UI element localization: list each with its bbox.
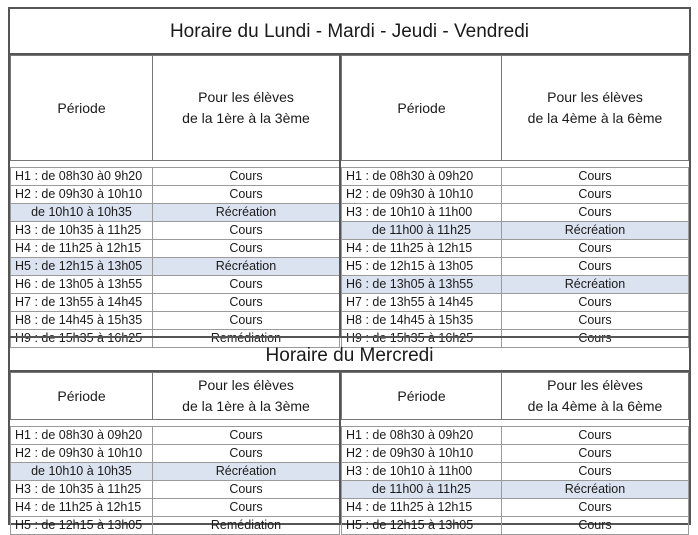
period-cell: H6 : de 13h05 à 13h55 [342, 276, 502, 294]
period-cell: H9 : de 15h35 à 16h25 [11, 330, 153, 348]
activity-cell: Récréation [153, 258, 340, 276]
activity-cell: Cours [502, 294, 689, 312]
table-row [11, 204, 340, 222]
table-row [11, 168, 340, 186]
activity-cell: Cours [502, 312, 689, 330]
table-row [342, 427, 689, 445]
period-cell: H2 : de 09h30 à 10h10 [342, 445, 502, 463]
table-row [11, 186, 340, 204]
header-period: Période [11, 56, 153, 161]
table-row [342, 312, 689, 330]
activity-cell: Cours [502, 258, 689, 276]
table-row [11, 481, 340, 499]
weekday-table-upper-grades [341, 55, 689, 348]
period-cell: de 11h00 à 11h25 [342, 481, 502, 499]
table-row [342, 499, 689, 517]
period-cell: de 10h10 à 10h35 [11, 204, 153, 222]
period-cell: H7 : de 13h55 à 14h45 [11, 294, 153, 312]
activity-cell: Remédiation [153, 517, 340, 535]
period-cell: H1 : de 08h30 à 09h20 [342, 168, 502, 186]
table-row [342, 481, 689, 499]
header-period: Période [342, 373, 502, 420]
table-row [11, 312, 340, 330]
activity-cell: Récréation [502, 222, 689, 240]
activity-cell: Cours [153, 481, 340, 499]
table-row [342, 168, 689, 186]
activity-cell: Cours [153, 186, 340, 204]
period-cell: H5 : de 12h15 à 13h05 [342, 258, 502, 276]
period-cell: H1 : de 08h30 à 09h20 [342, 427, 502, 445]
activity-cell: Cours [502, 445, 689, 463]
table-row [342, 204, 689, 222]
section-title-wednesday: Horaire du Mercredi [10, 336, 689, 372]
period-cell: de 10h10 à 10h35 [11, 463, 153, 481]
activity-cell: Cours [153, 240, 340, 258]
table-row [11, 499, 340, 517]
table-row [11, 463, 340, 481]
activity-cell: Cours [153, 445, 340, 463]
activity-cell: Cours [502, 186, 689, 204]
table-row [342, 463, 689, 481]
activity-cell: Cours [153, 312, 340, 330]
weekday-table-lower-grades [10, 55, 340, 348]
activity-cell: Cours [502, 330, 689, 348]
period-cell: H4 : de 11h25 à 12h15 [342, 240, 502, 258]
period-cell: de 11h00 à 11h25 [342, 222, 502, 240]
table-row [11, 222, 340, 240]
period-cell: H2 : de 09h30 à 10h10 [11, 186, 153, 204]
activity-cell: Récréation [153, 463, 340, 481]
table-row [342, 294, 689, 312]
schedule-document [8, 7, 691, 532]
activity-cell: Cours [502, 204, 689, 222]
header-period: Période [11, 373, 153, 420]
period-cell: H5 : de 12h15 à 13h05 [11, 258, 153, 276]
activity-cell: Cours [502, 517, 689, 535]
header-students: Pour les élèves de la 4ème à la 6ème [502, 56, 689, 161]
activity-cell: Cours [502, 463, 689, 481]
table-row [11, 240, 340, 258]
activity-cell: Cours [502, 499, 689, 517]
activity-cell: Récréation [502, 481, 689, 499]
header-students: Pour les élèves de la 1ère à la 3ème [153, 373, 340, 420]
period-cell: H4 : de 11h25 à 12h15 [11, 499, 153, 517]
table-row [11, 427, 340, 445]
activity-cell: Cours [153, 427, 340, 445]
period-cell: H1 : de 08h30 à0 9h20 [11, 168, 153, 186]
table-row [11, 445, 340, 463]
period-cell: H2 : de 09h30 à 10h10 [11, 445, 153, 463]
wednesday-table-upper-grades [341, 372, 689, 535]
period-cell: H1 : de 08h30 à 09h20 [11, 427, 153, 445]
activity-cell: Remédiation [153, 330, 340, 348]
table-row [342, 222, 689, 240]
period-cell: H3 : de 10h10 à 11h00 [342, 204, 502, 222]
table-row [342, 240, 689, 258]
period-cell: H6 : de 13h05 à 13h55 [11, 276, 153, 294]
header-period: Période [342, 56, 502, 161]
table-row [11, 517, 340, 535]
period-cell: H5 : de 12h15 à 13h05 [11, 517, 153, 535]
table-row [11, 276, 340, 294]
table-row [11, 258, 340, 276]
header-students: Pour les élèves de la 1ère à la 3ème [153, 56, 340, 161]
activity-cell: Cours [153, 222, 340, 240]
activity-cell: Cours [153, 276, 340, 294]
section-title-weekdays: Horaire du Lundi - Mardi - Jeudi - Vendredi [10, 9, 689, 55]
table-row [342, 445, 689, 463]
period-cell: H2 : de 09h30 à 10h10 [342, 186, 502, 204]
activity-cell: Cours [502, 168, 689, 186]
period-cell: H4 : de 11h25 à 12h15 [342, 499, 502, 517]
table-row [342, 186, 689, 204]
period-cell: H8 : de 14h45 à 15h35 [11, 312, 153, 330]
period-cell: H8 : de 14h45 à 15h35 [342, 312, 502, 330]
table-row [11, 294, 340, 312]
header-students: Pour les élèves de la 4ème à la 6ème [502, 373, 689, 420]
activity-cell: Cours [153, 294, 340, 312]
activity-cell: Cours [502, 427, 689, 445]
period-cell: H9 : de 15h35 à 16h25 [342, 330, 502, 348]
table-row [342, 258, 689, 276]
period-cell: H4 : de 11h25 à 12h15 [11, 240, 153, 258]
period-cell: H3 : de 10h35 à 11h25 [11, 222, 153, 240]
table-row [342, 276, 689, 294]
period-cell: H5 : de 12h15 à 13h05 [342, 517, 502, 535]
period-cell: H7 : de 13h55 à 14h45 [342, 294, 502, 312]
table-row [342, 517, 689, 535]
activity-cell: Cours [153, 499, 340, 517]
activity-cell: Cours [153, 168, 340, 186]
activity-cell: Récréation [153, 204, 340, 222]
period-cell: H3 : de 10h35 à 11h25 [11, 481, 153, 499]
activity-cell: Récréation [502, 276, 689, 294]
wednesday-table-lower-grades [10, 372, 340, 535]
period-cell: H3 : de 10h10 à 11h00 [342, 463, 502, 481]
activity-cell: Cours [502, 240, 689, 258]
